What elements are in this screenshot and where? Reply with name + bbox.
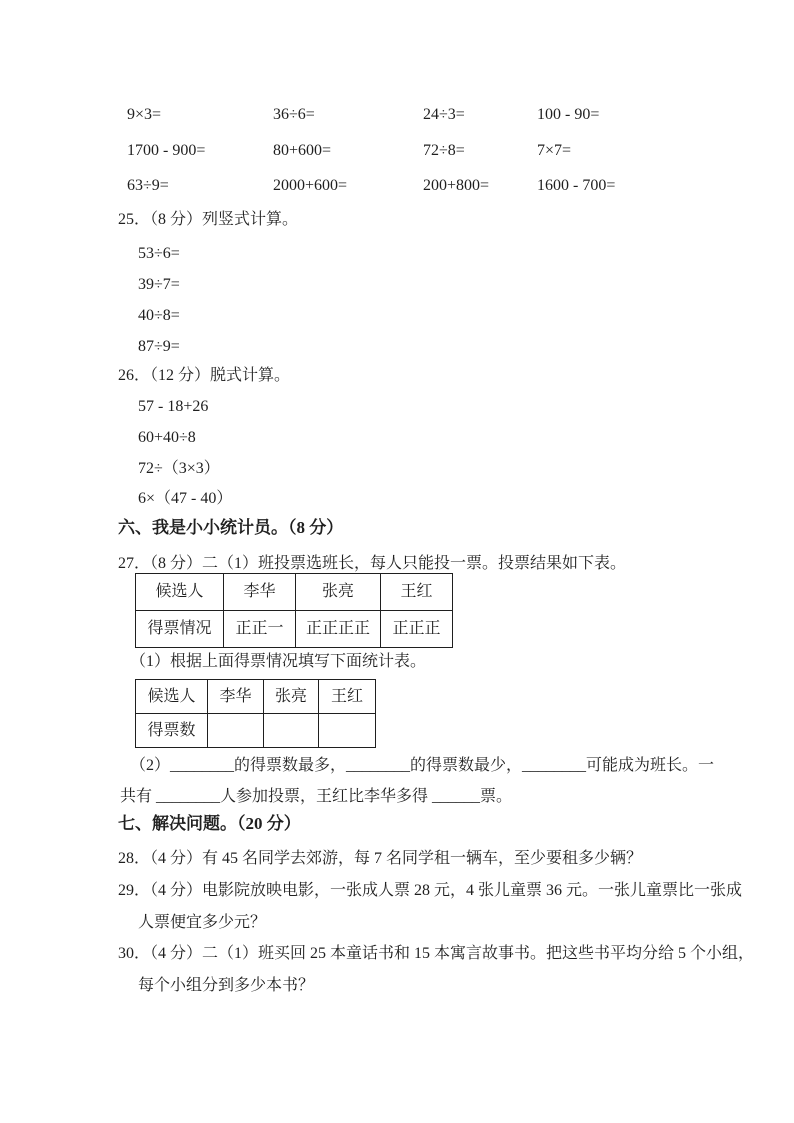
oral-calc-item: 36÷6= [273, 106, 315, 123]
question-30-text-line2: 每个小组分到多少本书？ [138, 977, 315, 994]
table-cell: 王红 [319, 680, 376, 714]
blank-answer-cell [264, 714, 319, 748]
oral-calc-item: 9×3= [127, 106, 162, 123]
question-27-header: 27．（8 分）二（1）班投票选班长，每人只能投一票。投票结果如下表。 [118, 555, 627, 572]
table-cell: 李华 [208, 680, 264, 714]
table-row [136, 611, 453, 648]
oral-calc-item: 1600 - 700= [537, 177, 616, 194]
oral-calc-item: 80+600= [273, 142, 332, 159]
question-30-text-line1: 30．（4 分）二（1）班买回 25 本童话书和 15 本寓言故事书。把这些书平均分给 5 个小组， [118, 945, 755, 962]
question-26-header: 26．（12 分）脱式计算。 [118, 367, 291, 384]
question-29-text-line2: 人票便宜多少元？ [138, 914, 267, 931]
question-26-item: 57 - 18+26 [138, 398, 209, 415]
table-row [136, 680, 376, 714]
table-cell: 得票数 [136, 714, 208, 748]
oral-calc-item: 7×7= [537, 142, 572, 159]
question-29-text-line1: 29．（4 分）电影院放映电影，一张成人票 28 元，4 张儿童票 36 元。一张儿童票比一张成 [118, 882, 743, 899]
question-26-item: 72÷（3×3） [138, 460, 220, 477]
blank-answer-cell [208, 714, 264, 748]
question-25-header: 25．（8 分）列竖式计算。 [118, 211, 299, 228]
table-cell: 李华 [224, 574, 296, 611]
question-25-item: 87÷9= [138, 338, 180, 355]
oral-calc-item: 2000+600= [273, 177, 348, 194]
oral-calc-item: 1700 - 900= [127, 142, 206, 159]
question-25-item: 40÷8= [138, 307, 180, 324]
question-27-part2-line2: 共有 ________人参加投票，王红比李华多得 ______票。 [120, 788, 513, 805]
section-6-title: 六、我是小小统计员。（8 分） [118, 518, 344, 537]
oral-calc-item: 72÷8= [423, 142, 465, 159]
table-row [136, 714, 376, 748]
oral-calc-item: 63÷9= [127, 177, 169, 194]
blank-answer-cell [319, 714, 376, 748]
table-cell: 正正正 [381, 611, 453, 648]
table-cell: 王红 [381, 574, 453, 611]
table-cell: 张亮 [296, 574, 381, 611]
question-25-item: 39÷7= [138, 276, 180, 293]
table-row [136, 574, 453, 611]
question-26-item: 6×（47 - 40） [138, 490, 233, 507]
oral-calc-item: 24÷3= [423, 106, 465, 123]
question-27-part2-line1: （2）________的得票数最多，________的得票数最少，________可能成为班长。一 [130, 757, 715, 774]
table-cell: 候选人 [136, 680, 208, 714]
table-cell: 得票情况 [136, 611, 224, 648]
question-27-part1: （1）根据上面得票情况填写下面统计表。 [130, 653, 427, 670]
table-cell: 正正正正 [296, 611, 381, 648]
oral-calc-item: 200+800= [423, 177, 490, 194]
stats-fill-table [135, 679, 376, 748]
table-cell: 张亮 [264, 680, 319, 714]
section-7-title: 七、解决问题。（20 分） [118, 814, 301, 833]
vote-tally-table [135, 573, 453, 648]
table-cell: 候选人 [136, 574, 224, 611]
question-25-item: 53÷6= [138, 245, 180, 262]
oral-calc-item: 100 - 90= [537, 106, 600, 123]
question-26-item: 60+40÷8 [138, 429, 196, 446]
question-28-text: 28．（4 分）有 45 名同学去郊游，每 7 名同学租一辆车，至少要租多少辆？ [118, 850, 643, 867]
table-cell: 正正一 [224, 611, 296, 648]
